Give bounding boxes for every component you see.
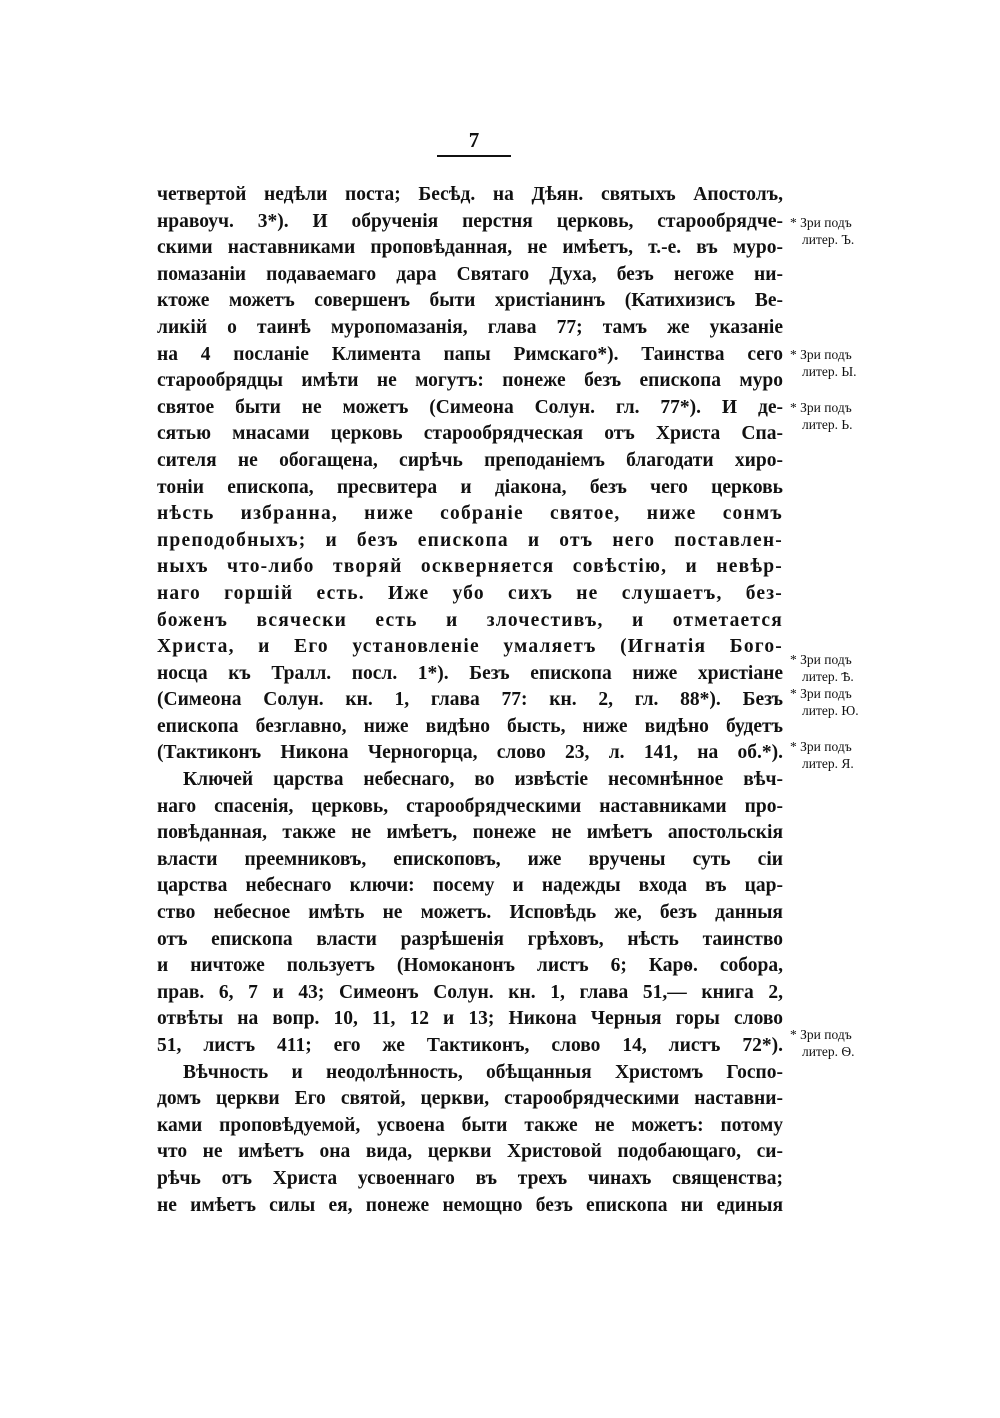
header-rule — [437, 155, 511, 157]
text-line: ками проповѣдуемой, усвоена быти также не можетъ: потому — [157, 1114, 783, 1136]
text-line: четвертой недѣли поста; Бесѣд. на Дѣян. святыхъ Апостолъ, — [157, 184, 783, 205]
text-line: домъ церкви Его святой, церкви, старообрядческими наставни- — [157, 1088, 783, 1110]
text-line: 51, листъ 411; его же Тактиконъ, слово 14, листъ 72*). — [157, 1035, 783, 1056]
margin-note-line2: литер. Я. — [802, 756, 854, 771]
text-line: сителя не обогащена, сирѣчь преподаніемъ благодати хиро- — [157, 449, 783, 471]
text-line: (Симеона Солун. кн. 1, глава 77: кн. 2, гл. 88*). Безъ — [157, 689, 783, 711]
margin-note-line1: * Зри подъ — [790, 1027, 852, 1042]
text-line: тоніи епископа, пресвитера и діакона, безъ чего церковь — [157, 476, 783, 498]
margin-note — [790, 214, 890, 248]
text-line: отвѣты на вопр. 10, 11, 12 и 13; Никона Черныя горы слово — [157, 1008, 783, 1030]
text-line: власти преемниковъ, епископовъ, иже вручены суть сіи — [157, 848, 783, 870]
margin-note — [790, 738, 890, 772]
text-line: ликій о таинѣ муропомазанія, глава 77; тамъ же указаніе — [157, 316, 783, 338]
text-line: отъ епископа власти разрѣшенія грѣховъ, нѣсть таинство — [157, 928, 783, 950]
margin-note-line1: * Зри подъ — [790, 215, 852, 230]
margin-note — [790, 399, 890, 433]
text-line: епископа безглавно, ниже видѣно бысть, ниже видѣно будетъ — [157, 715, 783, 737]
margin-note-line2: литер. Ѳ. — [802, 1044, 855, 1059]
text-line: рѣчь отъ Христа усвоеннаго въ трехъ чинахъ священства; — [157, 1167, 783, 1189]
text-line: помазаніи подаваемаго дара Святаго Духа, безъ негоже ни- — [157, 263, 783, 285]
margin-note-line2: литер. Ю. — [802, 703, 859, 718]
text-line: прав. 6, 7 и 43; Симеонъ Солун. кн. 1, глава 51,— книга 2, — [157, 981, 783, 1003]
text-line: и ничтоже пользуетъ (Номоканонъ листъ 6; Карѳ. собора, — [157, 955, 783, 977]
text-line: (Тактиконъ Никона Черногорца, слово 23, л. 141, на об.*). — [157, 742, 783, 764]
text-line: преподобныхъ; и безъ епископа и отъ него поставлен- — [157, 529, 783, 551]
text-line: наго горшій есть. Иже убо сихъ не слушаетъ, без- — [157, 582, 783, 604]
margin-note-line1: * Зри подъ — [790, 739, 852, 754]
margin-note-line2: литер. Ы. — [802, 364, 857, 379]
text-line: ктоже можетъ совершенъ быти христіанинъ (Катихизисъ Ве- — [157, 290, 783, 312]
text-line: не имѣетъ силы ея, понеже немощно безъ епископа ни единыя — [157, 1194, 783, 1216]
text-line: что не имѣетъ она вида, церкви Христовой подобающаго, си- — [157, 1141, 783, 1163]
margin-note-line2: литер. Ъ. — [802, 232, 855, 247]
text-line: Вѣчность и неодолѣнность, обѣщанныя Христомъ Госпо- — [183, 1061, 783, 1083]
text-line: нѣсть избранна, ниже собраніе святое, ниже сонмъ — [157, 503, 783, 525]
margin-note — [790, 346, 890, 380]
margin-note-line1: * Зри подъ — [790, 652, 852, 667]
text-line: старообрядцы имѣти не могутъ: понеже безъ епископа муро — [157, 370, 783, 392]
text-line: на 4 посланіе Климента папы Римскаго*). Таинства сего — [157, 343, 783, 365]
margin-note — [790, 651, 890, 685]
text-line: ство небесное имѣть не можетъ. Исповѣдь же, безъ данныя — [157, 902, 783, 924]
text-line: повѣданная, также не имѣетъ, понеже не имѣетъ апостольскія — [157, 822, 783, 844]
text-line: Ключей царства небеснаго, во извѣстіе несомнѣнное вѣч- — [183, 769, 783, 791]
text-line: скими наставниками проповѣданная, не имѣетъ, т.-е. въ муро- — [157, 237, 783, 259]
text-line: Христа, и Его установленіе умаляетъ (Игнатія Бого- — [157, 636, 783, 658]
margin-note-line1: * Зри подъ — [790, 347, 852, 362]
margin-note-line2: литер. Ѣ. — [802, 669, 854, 684]
text-line: святое быти не можетъ (Симеона Солун. гл. 77*). И де- — [157, 396, 783, 418]
page-number: 7 — [468, 128, 480, 152]
text-line: нравоуч. 3*). И обрученія перстня церковь, старообрядче- — [157, 210, 783, 232]
text-line: царства небеснаго ключи: посему и надежды входа въ цар- — [157, 875, 783, 897]
text-line: боженъ всячески есть и злочестивъ, и отметается — [157, 609, 783, 631]
margin-note-line1: * Зри подъ — [790, 400, 852, 415]
text-line: наго спасенія, церковь, старообрядческими наставниками про- — [157, 795, 783, 817]
text-line: носца къ Тралл. посл. 1*). Безъ епископа ниже христіане — [157, 662, 783, 684]
margin-note-line2: литер. Ь. — [802, 417, 853, 432]
text-line: сятью мнасами церковь старообрядческая отъ Христа Спа- — [157, 423, 783, 445]
body-text — [157, 182, 783, 1219]
text-line: ныхъ что-либо творяй оскверняется совѣстію, и невѣр- — [157, 556, 783, 578]
margin-note — [790, 1026, 890, 1060]
margin-note — [790, 685, 890, 719]
margin-note-line1: * Зри подъ — [790, 686, 852, 701]
